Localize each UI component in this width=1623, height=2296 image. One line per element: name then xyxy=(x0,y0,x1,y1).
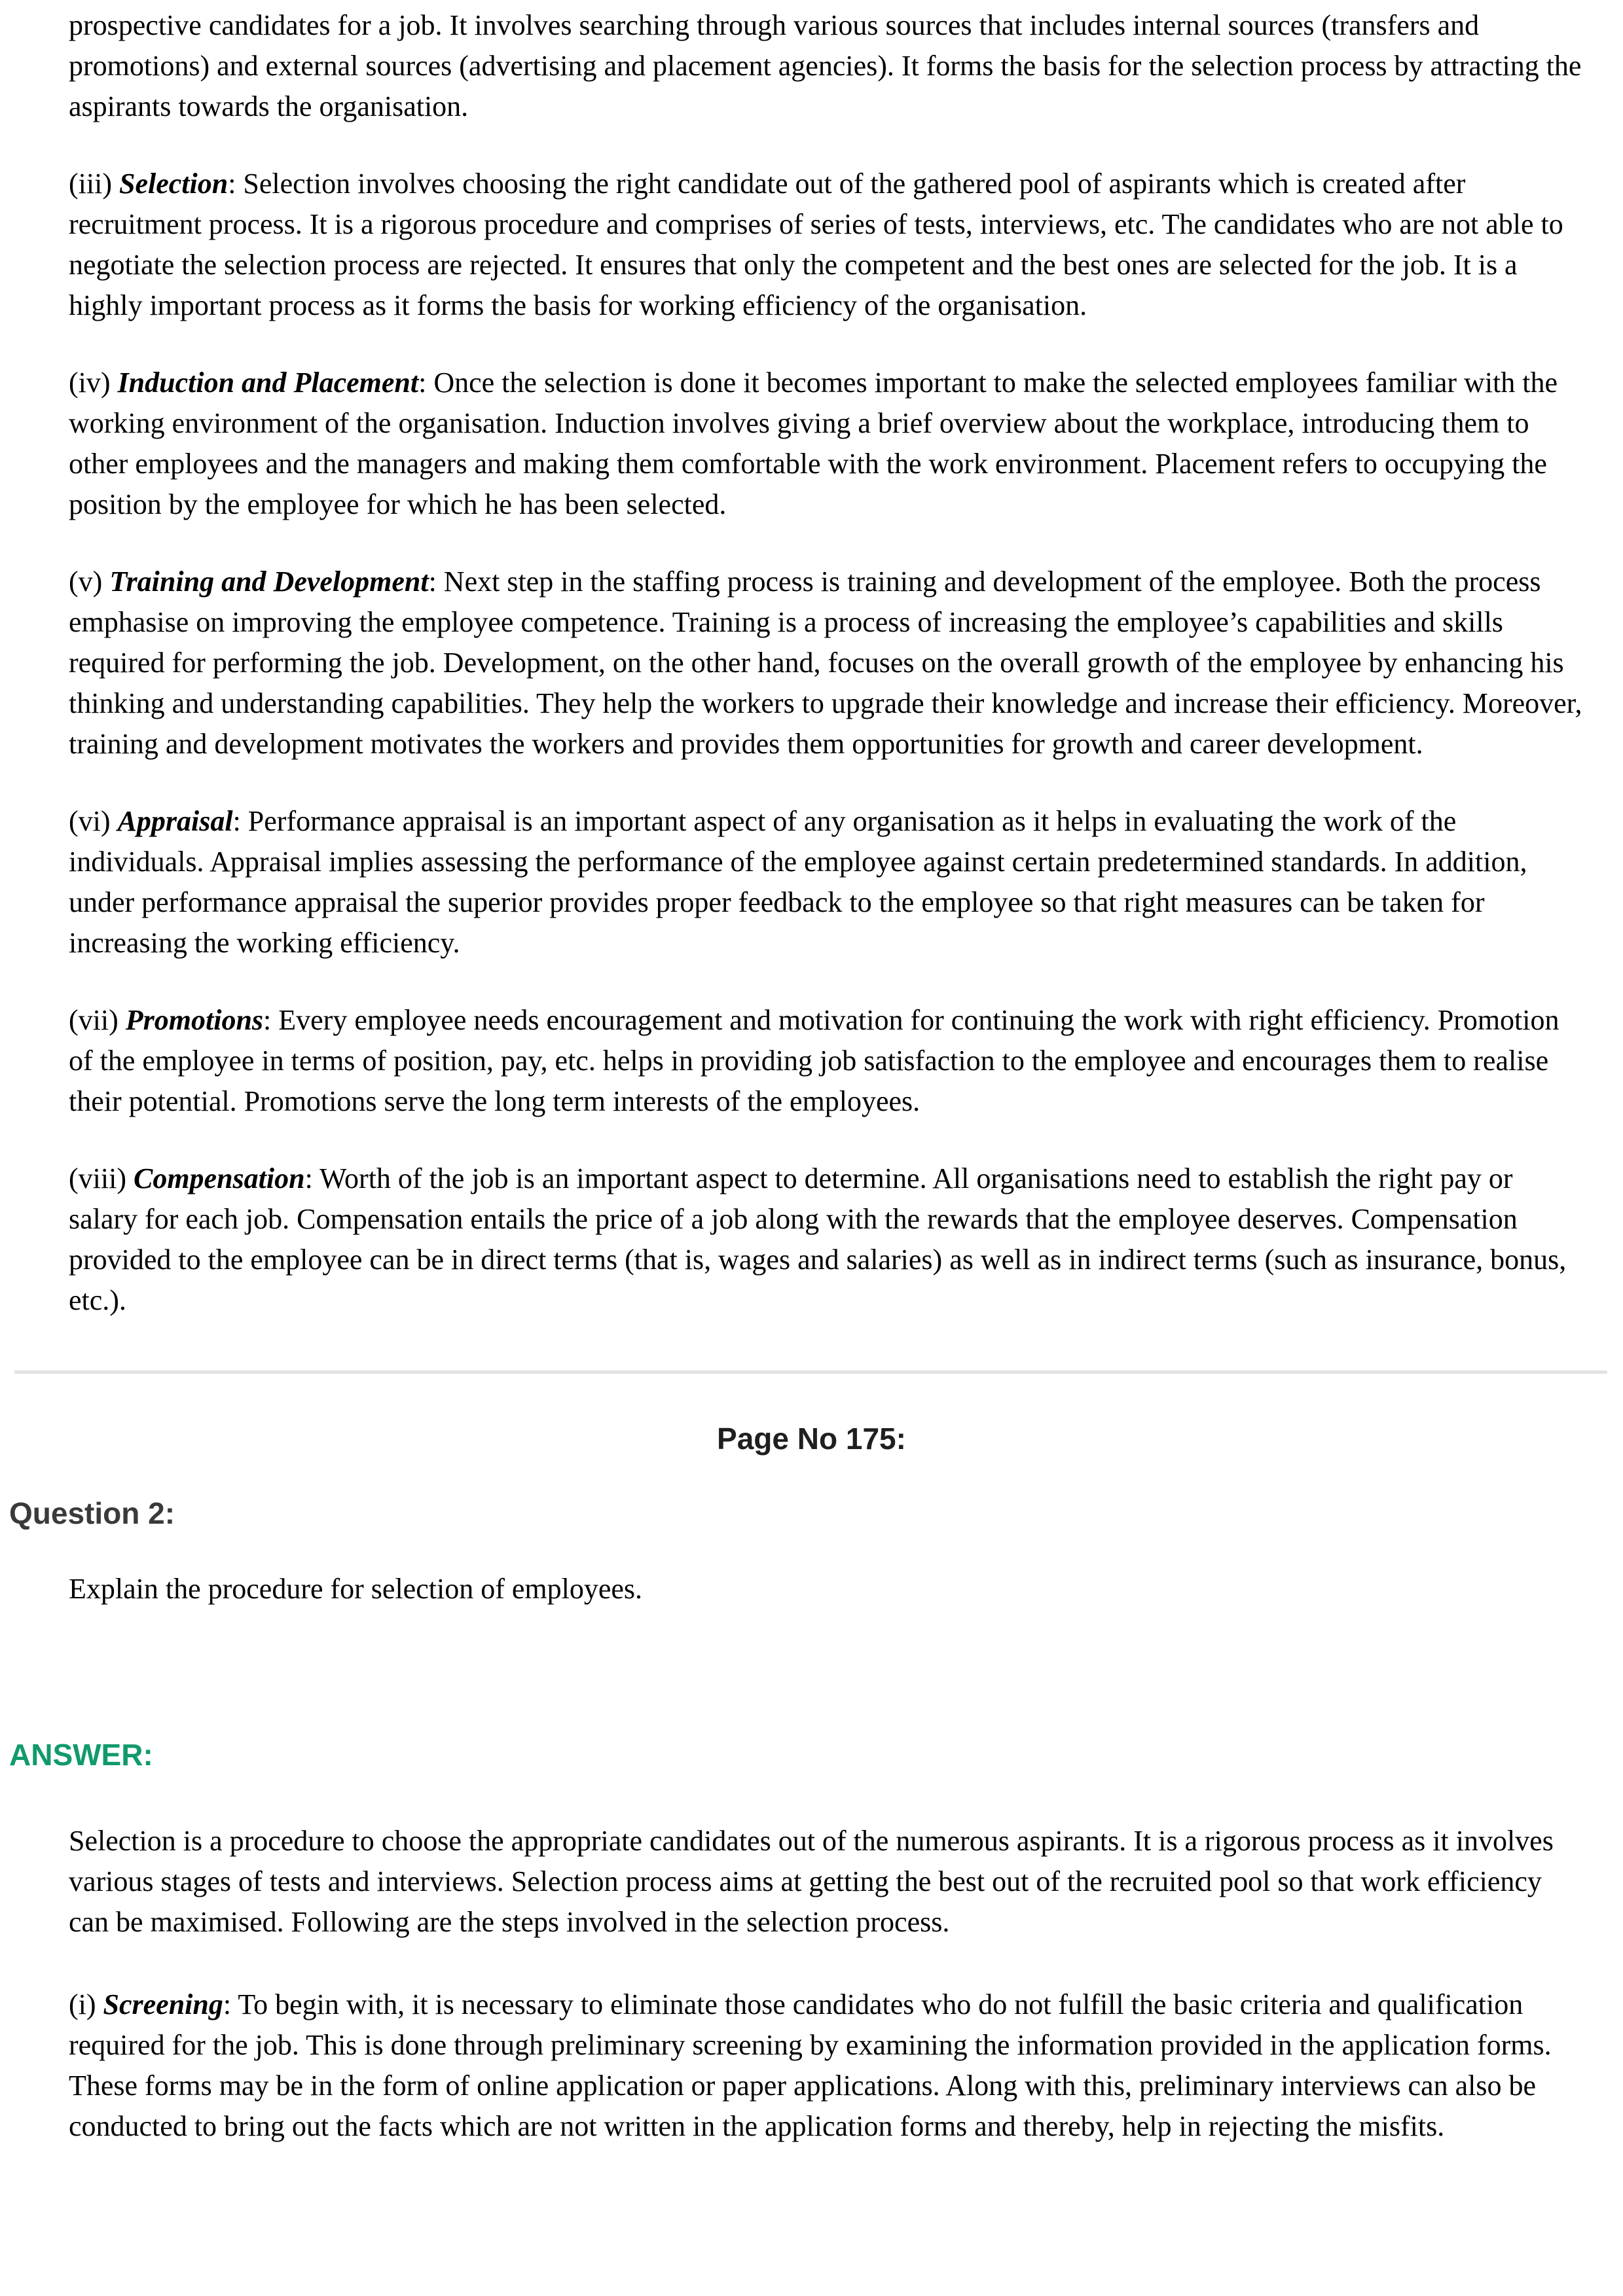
point-term: Training and Development xyxy=(109,565,429,598)
section-divider xyxy=(14,1371,1607,1374)
paragraph-recruitment-continuation: prospective candidates for a job. It involves searching through various sources that includes internal sources (transfers and promotions) and external sources (advertising and placement agencies). It forms the basis for the selection process by attracting the aspirants towards the organisation. xyxy=(69,9,1582,122)
point-term: Induction and Placement xyxy=(117,367,419,399)
paragraph-selection-step-screening xyxy=(69,1984,1587,2147)
paragraph-staffing-point-induction-placement xyxy=(69,363,1587,525)
point-number: (iii) xyxy=(69,168,119,200)
paragraph-staffing-point-promotions xyxy=(69,1000,1587,1122)
point-text: : Performance appraisal is an important aspect of any organisation as it helps in evaluating the work of the individuals. Appraisal implies assessing the performance of the employee against certain predetermined standards. In addition, under performance appraisal the superior provides proper feedback to the employee so that right measures can be taken for increasing the working efficiency. xyxy=(69,805,1527,959)
point-number: (vii) xyxy=(69,1004,126,1036)
paragraph-staffing-point-compensation xyxy=(69,1158,1587,1321)
point-number: (vi) xyxy=(69,805,118,837)
point-term: Selection xyxy=(119,168,228,200)
page-number-heading: Page No 175: xyxy=(717,1422,906,1456)
point-number: (iv) xyxy=(69,367,118,399)
point-text: : Every employee needs encouragement and motivation for continuing the work with right efficiency. Promotion of the employee in terms of position, pay, etc. helps in providing job satisfaction to the employee and encourages them to realise their potential. Promotions serve the long term interests of the employees. xyxy=(69,1004,1559,1117)
point-text: : Once the selection is done it becomes important to make the selected employees familiar with the working environment of the organisation. Induction involves giving a brief overview about the workplace, introducing them to other employees and the managers and making them comfortable with the work environment. Placement refers to occupying the position by the employee for which he has been selected. xyxy=(69,367,1558,520)
point-number: (i) xyxy=(69,1988,103,2020)
point-text: : Worth of the job is an important aspect to determine. All organisations need to establish the right pay or salary for each job. Compensation entails the price of a job along with the rewards that the employee deserves. Compensation provided to the employee can be in direct terms (that is, wages and salaries) as well as in indirect terms (such as insurance, bonus, etc.). xyxy=(69,1162,1567,1316)
point-term: Screening xyxy=(103,1988,223,2020)
paragraph-staffing-point-selection xyxy=(69,164,1587,326)
question-text: Explain the procedure for selection of employees. xyxy=(69,1573,643,1605)
point-term: Appraisal xyxy=(117,805,233,837)
point-text: : Next step in the staffing process is training and development of the employee. Both the process emphasise on improving the employee competence. Training is a process of increasing the employee’s capabilities and skills required for performing the job. Development, on the other hand, focuses on the overall growth of the employee by enhancing his thinking and understanding capabilities. They help the workers to upgrade their knowledge and increase their efficiency. Moreover, training and development motivates the workers and provides them opportunities for growth and career development. xyxy=(69,565,1582,760)
point-text: : Selection involves choosing the right candidate out of the gathered pool of aspirants which is created after recruitment process. It is a rigorous procedure and comprises of series of tests, interviews, etc. The candidates who are not able to negotiate the selection process are rejected. It ensures that only the competent and the best ones are selected for the job. It is a highly important process as it forms the basis for working efficiency of the organisation. xyxy=(69,168,1563,321)
point-term: Promotions xyxy=(125,1004,264,1036)
paragraph-staffing-point-appraisal xyxy=(69,801,1587,963)
point-text: : To begin with, it is necessary to eliminate those candidates who do not fulfill the basic criteria and qualification required for the job. This is done through preliminary screening by examining the information provided in the application forms. These forms may be in the form of online application or paper applications. Along with this, preliminary interviews can also be conducted to bring out the facts which are not written in the application forms and thereby, help in rejecting the misfits. xyxy=(69,1988,1552,2142)
point-term: Compensation xyxy=(133,1162,305,1194)
question-heading: Question 2: xyxy=(9,1496,175,1530)
paragraph-staffing-point-training-development xyxy=(69,562,1587,764)
answer-intro-paragraph: Selection is a procedure to choose the appropriate candidates out of the numerous aspirants. It is a rigorous process as it involves various stages of tests and interviews. Selection process aims at getting the best out of the recruited pool so that work efficiency can be maximised. Following are the steps involved in the selection process. xyxy=(69,1825,1554,1938)
point-number: (viii) xyxy=(69,1162,134,1194)
point-number: (v) xyxy=(69,565,110,598)
answer-heading: ANSWER: xyxy=(9,1738,153,1772)
